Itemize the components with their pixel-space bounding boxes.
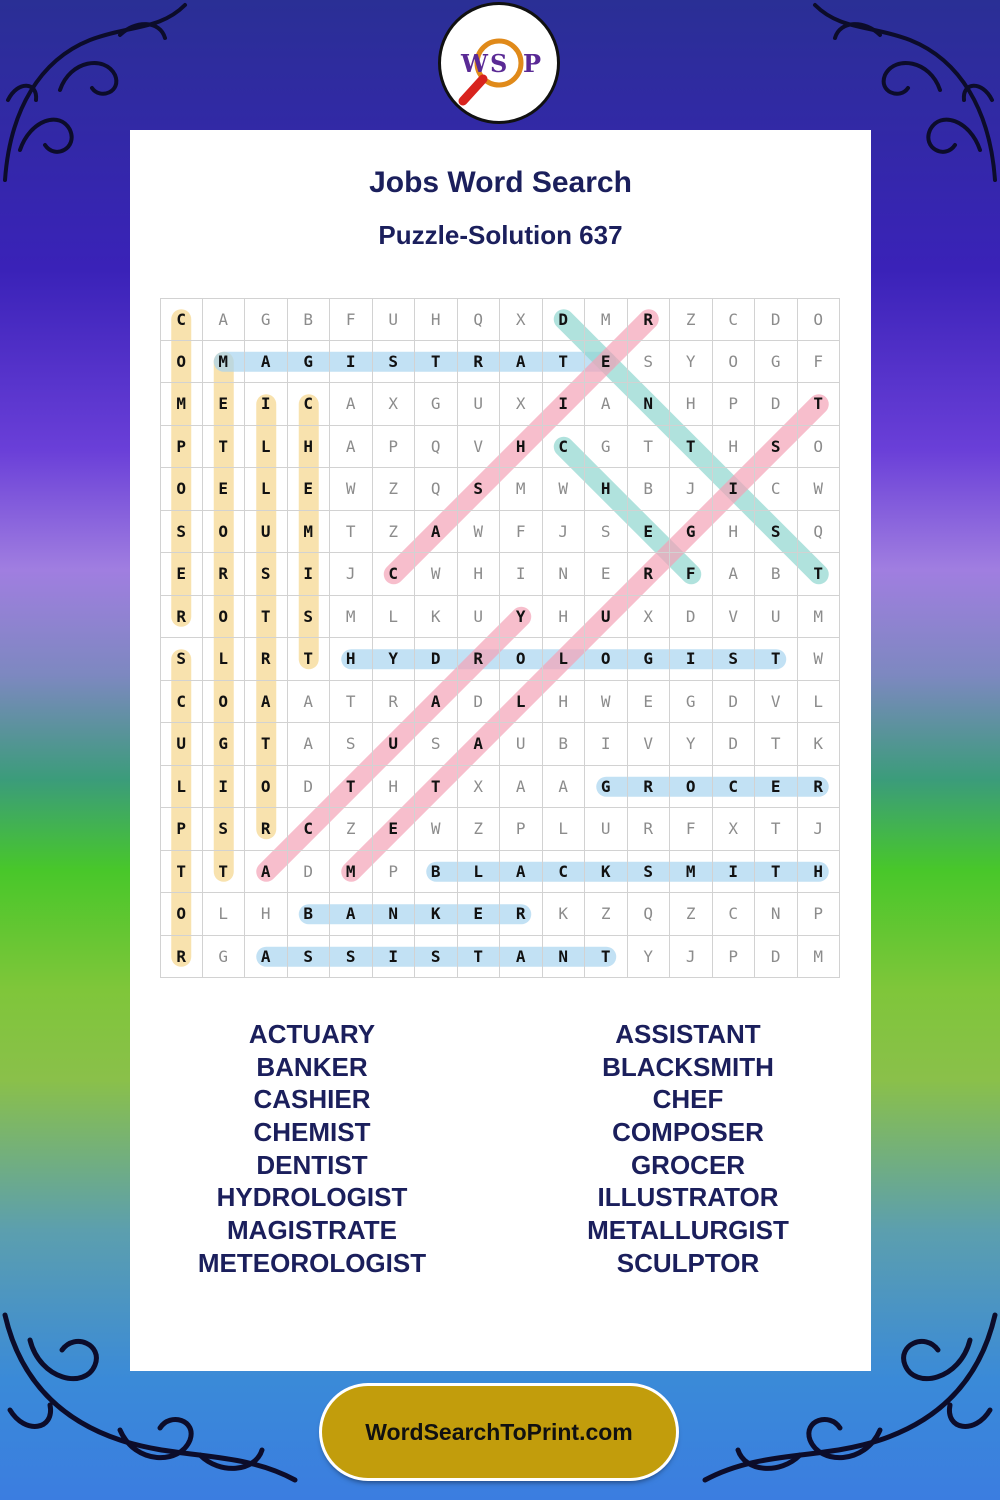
grid-cell: D bbox=[670, 596, 713, 639]
page-subtitle: Puzzle-Solution 637 bbox=[378, 220, 623, 250]
grid-cell: Q bbox=[628, 893, 671, 936]
grid-cell: E bbox=[585, 341, 628, 384]
grid-cell: Z bbox=[373, 468, 416, 511]
grid-cell: H bbox=[288, 426, 331, 469]
grid-cell: D bbox=[713, 723, 756, 766]
grid-cell: E bbox=[203, 468, 246, 511]
word-list-item: GROCER bbox=[630, 1149, 746, 1180]
grid-cell: P bbox=[373, 851, 416, 894]
grid-cell: O bbox=[160, 893, 203, 936]
grid-cell: O bbox=[160, 468, 203, 511]
grid-cell: H bbox=[245, 893, 288, 936]
grid-cell: E bbox=[288, 468, 331, 511]
grid-cell: B bbox=[415, 851, 458, 894]
grid-cell: A bbox=[500, 851, 543, 894]
grid-cell: V bbox=[713, 596, 756, 639]
grid-cell: T bbox=[543, 341, 586, 384]
grid-cell: T bbox=[160, 851, 203, 894]
grid-cell: F bbox=[670, 808, 713, 851]
grid-cell: S bbox=[288, 596, 331, 639]
grid-cell: W bbox=[798, 638, 841, 681]
grid-cell: T bbox=[458, 936, 501, 979]
word-list-item: ASSISTANT bbox=[615, 1019, 761, 1049]
grid-cell: D bbox=[713, 681, 756, 724]
grid-cell: A bbox=[288, 681, 331, 724]
grid-cell: P bbox=[798, 893, 841, 936]
grid-cell: Q bbox=[798, 511, 841, 554]
grid-cell: D bbox=[755, 936, 798, 979]
grid-cell: O bbox=[203, 681, 246, 724]
word-list-item: CHEF bbox=[652, 1084, 724, 1115]
grid-cell: O bbox=[245, 766, 288, 809]
grid-cell: J bbox=[543, 511, 586, 554]
grid-cell: S bbox=[713, 638, 756, 681]
word-list-item: MAGISTRATE bbox=[227, 1215, 397, 1246]
grid-cell: D bbox=[755, 298, 798, 341]
grid-cell: G bbox=[288, 341, 331, 384]
grid-cell: K bbox=[798, 723, 841, 766]
grid-cell: X bbox=[458, 766, 501, 809]
grid-cell: T bbox=[798, 553, 841, 596]
grid-cell: H bbox=[330, 638, 373, 681]
grid-cell: C bbox=[288, 808, 331, 851]
word-list-item: ILLUSTRATOR bbox=[597, 1182, 779, 1213]
grid-cell: A bbox=[415, 511, 458, 554]
grid-cell: O bbox=[160, 341, 203, 384]
grid-cell: G bbox=[203, 936, 246, 979]
grid-cell: Y bbox=[500, 596, 543, 639]
word-list-item: ACTUARY bbox=[248, 1019, 376, 1049]
grid-cell: I bbox=[500, 553, 543, 596]
grid-cell: M bbox=[500, 468, 543, 511]
grid-cell: A bbox=[330, 893, 373, 936]
grid-cell: X bbox=[628, 596, 671, 639]
grid-cell: I bbox=[543, 383, 586, 426]
grid-cell: R bbox=[798, 766, 841, 809]
page-title: Jobs Word Search bbox=[369, 166, 632, 199]
grid-cell: A bbox=[713, 553, 756, 596]
grid-cell: A bbox=[415, 681, 458, 724]
grid-cell: A bbox=[245, 681, 288, 724]
grid-cell: O bbox=[585, 638, 628, 681]
grid-cell: K bbox=[585, 851, 628, 894]
word-list-right bbox=[523, 1018, 853, 1280]
grid-cell: R bbox=[458, 638, 501, 681]
grid-cell: T bbox=[203, 851, 246, 894]
grid-cell: T bbox=[415, 766, 458, 809]
grid-cell: T bbox=[415, 341, 458, 384]
grid-cell: C bbox=[543, 851, 586, 894]
grid-cell: J bbox=[798, 808, 841, 851]
grid-cell: O bbox=[500, 638, 543, 681]
grid-cell: S bbox=[415, 723, 458, 766]
grid-cell: M bbox=[330, 596, 373, 639]
grid-cell: Y bbox=[373, 638, 416, 681]
grid-cell: R bbox=[245, 638, 288, 681]
word-list-item: COMPOSER bbox=[612, 1117, 764, 1148]
grid-cell: O bbox=[203, 511, 246, 554]
grid-cell: S bbox=[415, 936, 458, 979]
grid-cell: A bbox=[330, 383, 373, 426]
grid-cell: C bbox=[713, 766, 756, 809]
grid-cell: A bbox=[500, 936, 543, 979]
grid-cell: X bbox=[713, 808, 756, 851]
word-list-item: SCULPTOR bbox=[616, 1247, 760, 1278]
grid-cell: H bbox=[543, 596, 586, 639]
grid-cell: E bbox=[373, 808, 416, 851]
grid-cell: R bbox=[628, 553, 671, 596]
grid-cell: L bbox=[373, 596, 416, 639]
grid-cell: W bbox=[798, 468, 841, 511]
grid-cell: U bbox=[160, 723, 203, 766]
word-list-item: BANKER bbox=[256, 1051, 368, 1082]
grid-cell: Q bbox=[415, 468, 458, 511]
grid-cell: L bbox=[543, 638, 586, 681]
grid-cell: L bbox=[245, 468, 288, 511]
grid-cell: H bbox=[713, 426, 756, 469]
grid-cell: O bbox=[798, 298, 841, 341]
grid-cell: G bbox=[203, 723, 246, 766]
grid-cell: F bbox=[500, 511, 543, 554]
grid-cell: N bbox=[755, 893, 798, 936]
grid-cell: J bbox=[670, 468, 713, 511]
logo-letter-w: W bbox=[461, 49, 488, 78]
grid-cell: B bbox=[628, 468, 671, 511]
grid-cell: R bbox=[458, 341, 501, 384]
grid-cell: S bbox=[203, 808, 246, 851]
grid-cell: A bbox=[500, 341, 543, 384]
grid-cell: S bbox=[288, 936, 331, 979]
grid-cell: H bbox=[373, 766, 416, 809]
grid-cell: M bbox=[288, 511, 331, 554]
grid-cell: S bbox=[458, 468, 501, 511]
grid-cell: I bbox=[203, 766, 246, 809]
grid-cell: S bbox=[585, 511, 628, 554]
grid-cell: P bbox=[160, 426, 203, 469]
grid-cell: W bbox=[458, 511, 501, 554]
grid-cell: A bbox=[458, 723, 501, 766]
grid-cell: O bbox=[798, 426, 841, 469]
grid-cell: D bbox=[458, 681, 501, 724]
grid-cell: T bbox=[330, 681, 373, 724]
grid-cell: R bbox=[628, 766, 671, 809]
grid-cell: U bbox=[755, 596, 798, 639]
grid-cell: H bbox=[415, 298, 458, 341]
grid-cell: H bbox=[585, 468, 628, 511]
grid-cell: U bbox=[373, 723, 416, 766]
grid-cell: S bbox=[160, 638, 203, 681]
grid-cell: I bbox=[373, 936, 416, 979]
grid-cell: U bbox=[458, 596, 501, 639]
grid-cell: M bbox=[203, 341, 246, 384]
grid-cell: R bbox=[245, 808, 288, 851]
grid-cell: O bbox=[203, 596, 246, 639]
grid-cell: A bbox=[543, 766, 586, 809]
wsp-logo bbox=[438, 2, 560, 124]
grid-cell: A bbox=[500, 766, 543, 809]
grid-cell: V bbox=[628, 723, 671, 766]
grid-cell: G bbox=[585, 426, 628, 469]
grid-cell: T bbox=[670, 426, 713, 469]
grid-cell: E bbox=[628, 681, 671, 724]
grid-cell: F bbox=[798, 341, 841, 384]
grid-cell: C bbox=[288, 383, 331, 426]
grid-cell: H bbox=[543, 681, 586, 724]
grid-cell: D bbox=[288, 766, 331, 809]
grid-cell: Y bbox=[670, 341, 713, 384]
grid-cell: A bbox=[245, 851, 288, 894]
grid-cell: S bbox=[628, 341, 671, 384]
word-list-item: METALLURGIST bbox=[587, 1215, 789, 1246]
grid-cell: N bbox=[373, 893, 416, 936]
grid-cell: E bbox=[628, 511, 671, 554]
grid-cell: E bbox=[458, 893, 501, 936]
grid-cell: T bbox=[798, 383, 841, 426]
grid-cell: P bbox=[373, 426, 416, 469]
grid-cell: L bbox=[160, 766, 203, 809]
grid-cell: E bbox=[755, 766, 798, 809]
grid-cell: S bbox=[373, 341, 416, 384]
grid-cell: N bbox=[628, 383, 671, 426]
grid-cell: W bbox=[415, 553, 458, 596]
grid-cell: R bbox=[500, 893, 543, 936]
grid-cell: T bbox=[585, 936, 628, 979]
grid-cell: V bbox=[458, 426, 501, 469]
grid-cell: K bbox=[543, 893, 586, 936]
grid-cell: T bbox=[288, 638, 331, 681]
grid-cell: I bbox=[245, 383, 288, 426]
grid-cell: I bbox=[713, 468, 756, 511]
grid-cell: C bbox=[713, 893, 756, 936]
grid-cell: M bbox=[670, 851, 713, 894]
grid-cell: I bbox=[713, 851, 756, 894]
grid-cell: A bbox=[288, 723, 331, 766]
grid-cell: S bbox=[755, 426, 798, 469]
grid-cell: I bbox=[585, 723, 628, 766]
grid-cell: T bbox=[330, 511, 373, 554]
grid-cell: G bbox=[670, 511, 713, 554]
grid-cell: N bbox=[543, 936, 586, 979]
grid-cell: M bbox=[585, 298, 628, 341]
grid-cell: G bbox=[585, 766, 628, 809]
grid-cell: A bbox=[330, 426, 373, 469]
grid-cell: P bbox=[500, 808, 543, 851]
grid-cell: B bbox=[288, 298, 331, 341]
grid-cell: U bbox=[585, 808, 628, 851]
grid-cell: T bbox=[755, 638, 798, 681]
word-list-item: CASHIER bbox=[253, 1084, 371, 1115]
grid-cell: R bbox=[160, 596, 203, 639]
grid-cell: S bbox=[245, 553, 288, 596]
grid-cell: Z bbox=[670, 298, 713, 341]
grid-cell: Z bbox=[373, 511, 416, 554]
website-button[interactable]: WordSearchToPrint.com bbox=[322, 1386, 676, 1478]
grid-cell: X bbox=[373, 383, 416, 426]
grid-cell: E bbox=[585, 553, 628, 596]
logo-letter-s: S bbox=[490, 49, 508, 78]
grid-cell: G bbox=[415, 383, 458, 426]
grid-cell: D bbox=[543, 298, 586, 341]
grid-cell: Q bbox=[415, 426, 458, 469]
grid-cell: J bbox=[670, 936, 713, 979]
grid-cell: M bbox=[798, 936, 841, 979]
word-list-item: METEOROLOGIST bbox=[197, 1247, 427, 1278]
grid-cell: Z bbox=[458, 808, 501, 851]
grid-cell: C bbox=[755, 468, 798, 511]
grid-cell: O bbox=[670, 766, 713, 809]
word-list-item: HYDROLOGIST bbox=[216, 1182, 408, 1213]
grid-cell: G bbox=[628, 638, 671, 681]
grid-cell: P bbox=[713, 383, 756, 426]
grid-cell: W bbox=[585, 681, 628, 724]
grid-cell: H bbox=[500, 426, 543, 469]
grid-cell: U bbox=[245, 511, 288, 554]
grid-cell: W bbox=[543, 468, 586, 511]
grid-cell: C bbox=[543, 426, 586, 469]
grid-cell: U bbox=[585, 596, 628, 639]
grid-cell: L bbox=[500, 681, 543, 724]
grid-cell: C bbox=[160, 298, 203, 341]
grid-cell: B bbox=[755, 553, 798, 596]
grid-cell: C bbox=[713, 298, 756, 341]
grid-cell: H bbox=[713, 511, 756, 554]
word-list-item: BLACKSMITH bbox=[602, 1051, 774, 1082]
word-list-item: DENTIST bbox=[256, 1149, 368, 1180]
grid-cell: D bbox=[415, 638, 458, 681]
grid-cell: S bbox=[755, 511, 798, 554]
grid-cell: P bbox=[160, 808, 203, 851]
grid-cell: T bbox=[245, 723, 288, 766]
grid-cell: B bbox=[543, 723, 586, 766]
grid-cell: R bbox=[160, 936, 203, 979]
grid-cell: R bbox=[628, 808, 671, 851]
grid-cell: W bbox=[330, 468, 373, 511]
grid-cell: Y bbox=[670, 723, 713, 766]
grid-cell: K bbox=[415, 893, 458, 936]
grid-cell: H bbox=[458, 553, 501, 596]
grid-cell: I bbox=[670, 638, 713, 681]
grid-cell: L bbox=[245, 426, 288, 469]
grid-cell: M bbox=[160, 383, 203, 426]
grid-cell: C bbox=[160, 681, 203, 724]
grid-cell: A bbox=[245, 341, 288, 384]
grid-cell: G bbox=[670, 681, 713, 724]
grid-cell: B bbox=[288, 893, 331, 936]
grid-cell: W bbox=[415, 808, 458, 851]
word-search-grid bbox=[160, 298, 840, 978]
letter-grid bbox=[160, 298, 840, 978]
grid-cell: P bbox=[713, 936, 756, 979]
grid-cell: T bbox=[755, 851, 798, 894]
grid-cell: U bbox=[458, 383, 501, 426]
grid-cell: O bbox=[713, 341, 756, 384]
grid-cell: G bbox=[755, 341, 798, 384]
grid-cell: D bbox=[755, 383, 798, 426]
grid-cell: I bbox=[330, 341, 373, 384]
grid-cell: R bbox=[203, 553, 246, 596]
grid-cell: S bbox=[330, 723, 373, 766]
grid-cell: S bbox=[160, 511, 203, 554]
grid-cell: S bbox=[330, 936, 373, 979]
grid-cell: A bbox=[245, 936, 288, 979]
grid-cell: S bbox=[628, 851, 671, 894]
grid-cell: D bbox=[288, 851, 331, 894]
grid-cell: E bbox=[203, 383, 246, 426]
grid-cell: R bbox=[628, 298, 671, 341]
grid-cell: J bbox=[330, 553, 373, 596]
grid-cell: H bbox=[798, 851, 841, 894]
grid-cell: A bbox=[585, 383, 628, 426]
grid-cell: H bbox=[670, 383, 713, 426]
grid-cell: E bbox=[160, 553, 203, 596]
grid-cell: T bbox=[203, 426, 246, 469]
grid-cell: F bbox=[670, 553, 713, 596]
grid-cell: Z bbox=[670, 893, 713, 936]
grid-cell: L bbox=[203, 638, 246, 681]
grid-cell: T bbox=[628, 426, 671, 469]
grid-cell: Q bbox=[458, 298, 501, 341]
grid-cell: U bbox=[373, 298, 416, 341]
grid-cell: M bbox=[330, 851, 373, 894]
grid-cell: G bbox=[245, 298, 288, 341]
grid-cell: F bbox=[330, 298, 373, 341]
grid-cell: N bbox=[543, 553, 586, 596]
grid-cell: L bbox=[798, 681, 841, 724]
grid-cell: Z bbox=[585, 893, 628, 936]
grid-cell: X bbox=[500, 298, 543, 341]
grid-cell: V bbox=[755, 681, 798, 724]
grid-cell: C bbox=[373, 553, 416, 596]
grid-cell: Z bbox=[330, 808, 373, 851]
grid-cell: L bbox=[543, 808, 586, 851]
grid-cell: T bbox=[330, 766, 373, 809]
logo-letter-p: P bbox=[523, 49, 542, 78]
grid-cell: R bbox=[373, 681, 416, 724]
grid-cell: L bbox=[458, 851, 501, 894]
grid-cell: L bbox=[203, 893, 246, 936]
word-list-left bbox=[147, 1018, 477, 1280]
grid-cell: K bbox=[415, 596, 458, 639]
word-list-item: CHEMIST bbox=[253, 1117, 371, 1148]
grid-cell: Y bbox=[628, 936, 671, 979]
grid-cell: T bbox=[245, 596, 288, 639]
grid-cell: M bbox=[798, 596, 841, 639]
grid-cell: U bbox=[500, 723, 543, 766]
grid-cell: A bbox=[203, 298, 246, 341]
grid-cell: T bbox=[755, 723, 798, 766]
grid-cell: X bbox=[500, 383, 543, 426]
grid-cell: T bbox=[755, 808, 798, 851]
grid-cell: I bbox=[288, 553, 331, 596]
